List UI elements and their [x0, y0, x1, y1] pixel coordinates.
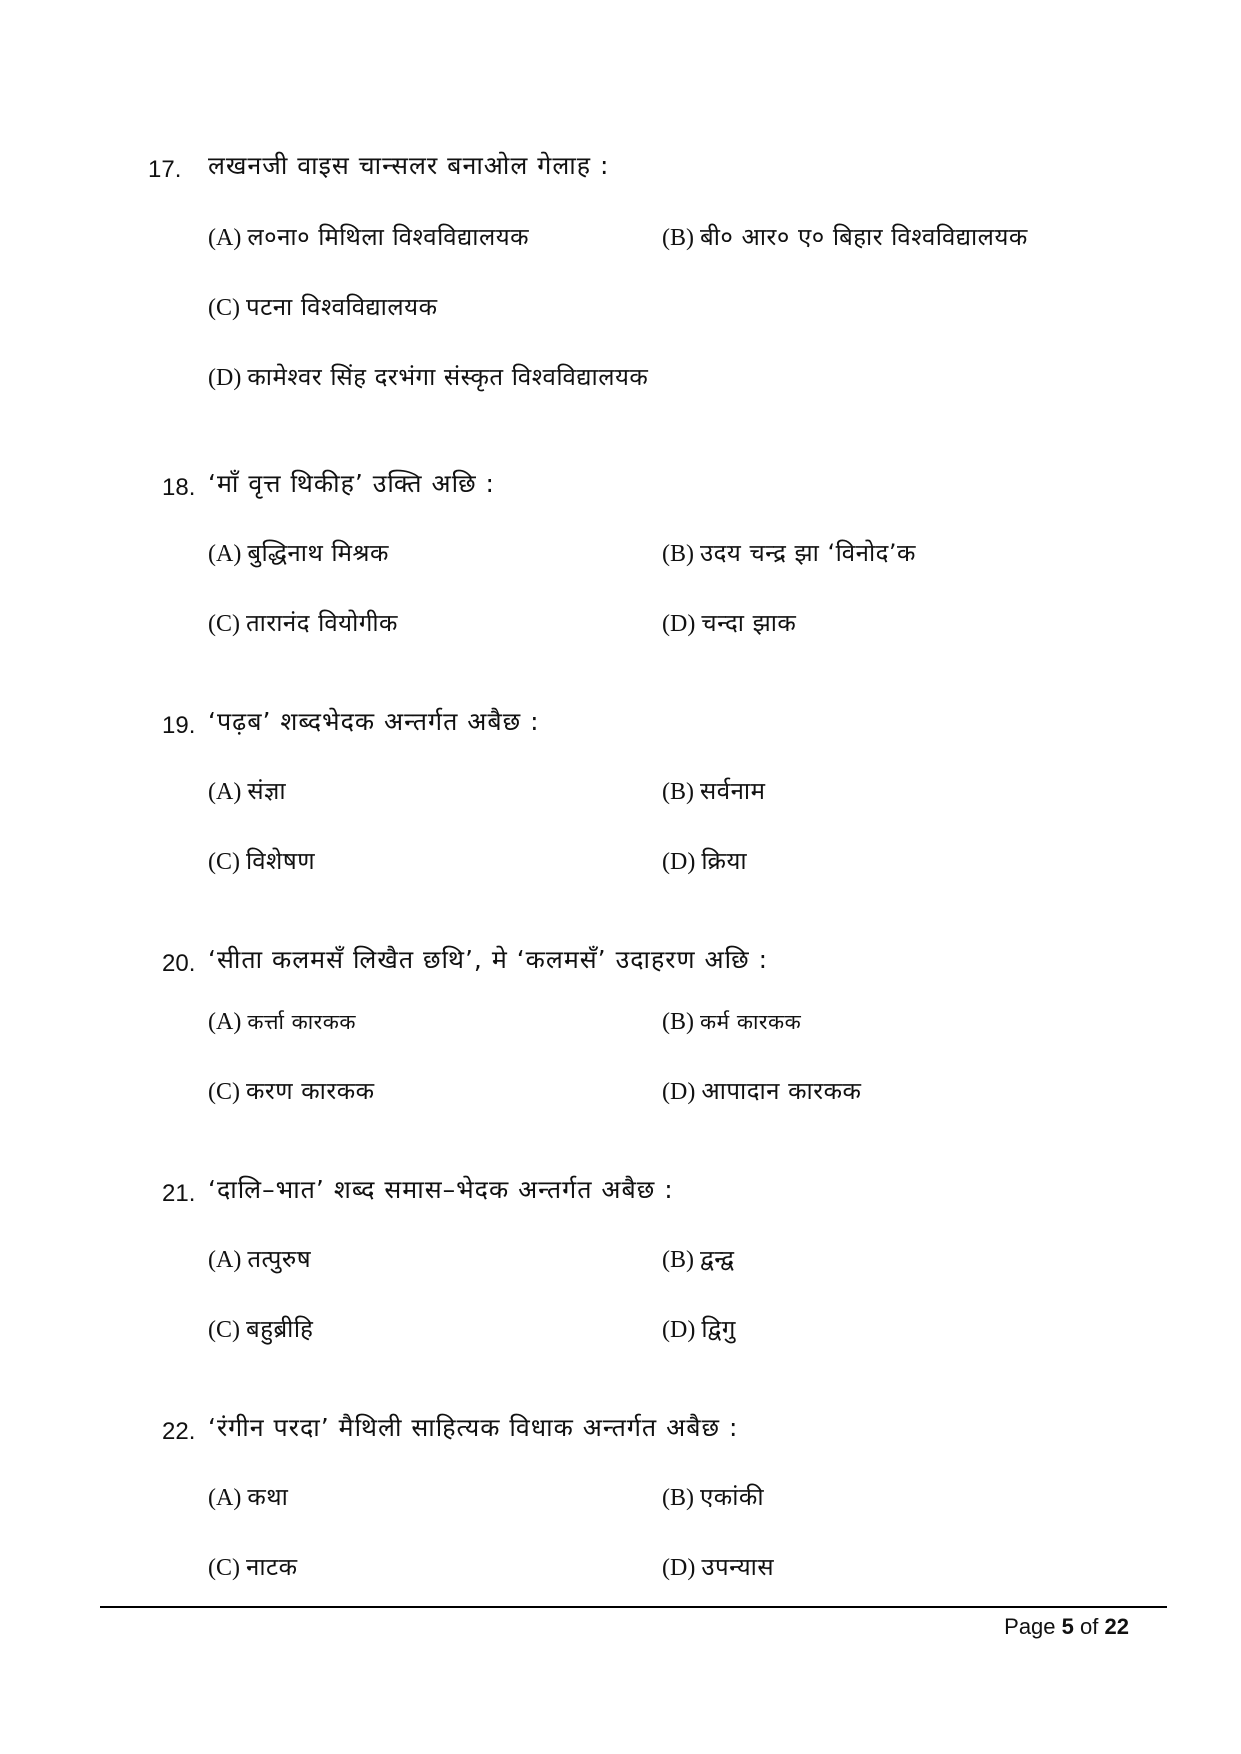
option-c [208, 1312, 313, 1345]
option-c [208, 606, 398, 639]
option-text: सर्वनाम [700, 777, 766, 805]
option-d [208, 360, 648, 393]
option-label: (C) [208, 1555, 240, 1581]
question-number: 21. [162, 1180, 196, 1207]
option-label: (D) [662, 1555, 696, 1581]
option-b [662, 536, 916, 569]
option-a [208, 220, 529, 253]
option-d [662, 1312, 736, 1345]
option-label: (D) [662, 1079, 696, 1105]
option-label: (D) [662, 1317, 696, 1343]
option-text: उपन्यास [701, 1553, 775, 1581]
option-text: विशेषण [246, 847, 316, 875]
option-label: (A) [208, 541, 242, 567]
option-c [208, 1074, 375, 1107]
page-number [1004, 1614, 1129, 1640]
option-label: (B) [662, 541, 694, 567]
option-label: (B) [662, 225, 694, 251]
footer-divider [100, 1606, 1167, 1608]
question-17 [0, 148, 1241, 228]
question-number: 22. [162, 1418, 196, 1445]
option-text: तारानंद वियोगीक [246, 609, 398, 637]
page-prefix: Page [1004, 1614, 1056, 1639]
page-current: 5 [1061, 1614, 1074, 1639]
option-d [662, 1074, 861, 1107]
option-text: द्विगु [701, 1315, 736, 1343]
option-text: आपादान कारकक [701, 1077, 862, 1105]
option-text: क्रिया [701, 847, 748, 875]
option-text: एकांकी [700, 1483, 765, 1511]
question-number: 19. [162, 712, 196, 739]
option-text: कथा [247, 1483, 289, 1511]
option-a [208, 1480, 288, 1513]
option-label: (D) [662, 611, 696, 637]
page-total: 22 [1104, 1614, 1129, 1639]
option-label: (B) [662, 1247, 694, 1273]
option-label: (D) [208, 365, 242, 391]
option-text: बुद्धिनाथ मिश्रक [247, 539, 389, 567]
option-label: (B) [662, 779, 694, 805]
option-text: कर्त्ता कारकक [247, 1010, 356, 1034]
question-21 [0, 1172, 1241, 1252]
option-a [208, 536, 389, 569]
option-b [662, 1480, 764, 1513]
option-a [208, 1242, 311, 1275]
option-b [662, 1242, 734, 1275]
question-text: ‘माँ वृत्त थिकीह’ उक्ति अछि : [208, 469, 495, 498]
option-label: (A) [208, 1485, 242, 1511]
option-text: करण कारकक [246, 1077, 375, 1105]
option-text: बहुब्रीहि [246, 1315, 314, 1343]
option-label: (A) [208, 1009, 242, 1035]
question-number: 17. [148, 156, 182, 183]
question-text: ‘दालि–भात’ शब्द समास–भेदक अन्तर्गत अबैछ : [208, 1175, 674, 1204]
option-label: (A) [208, 225, 242, 251]
option-text: उदय चन्द्र झा ‘विनोद’क [700, 539, 916, 567]
question-20 [0, 942, 1241, 1022]
question-22 [0, 1410, 1241, 1490]
option-d [662, 606, 796, 639]
option-text: ल०ना० मिथिला विश्वविद्यालयक [247, 223, 530, 251]
option-text: पटना विश्वविद्यालयक [246, 293, 438, 321]
option-a [208, 774, 286, 807]
option-label: (C) [208, 1079, 240, 1105]
option-label: (B) [662, 1485, 694, 1511]
option-label: (C) [208, 611, 240, 637]
option-text: नाटक [246, 1553, 298, 1581]
question-number: 20. [162, 950, 196, 977]
option-label: (B) [662, 1009, 694, 1035]
option-text: बी० आर० ए० बिहार विश्वविद्यालयक [700, 223, 1028, 251]
option-text: चन्दा झाक [701, 609, 797, 637]
question-text: लखनजी वाइस चान्सलर बनाओल गेलाह : [208, 151, 610, 180]
option-d [662, 1550, 774, 1583]
question-18 [0, 466, 1241, 546]
option-a [208, 1008, 356, 1036]
option-text: तत्पुरुष [247, 1245, 312, 1273]
option-b [662, 1008, 801, 1036]
question-text: ‘रंगीन परदा’ मैथिली साहित्यक विधाक अन्तर्गत अबैछ : [208, 1413, 739, 1442]
option-c [208, 844, 315, 877]
option-c [208, 290, 438, 323]
option-label: (C) [208, 295, 240, 321]
option-label: (D) [662, 849, 696, 875]
option-text: कामेश्वर सिंह दरभंगा संस्कृत विश्वविद्यालयक [247, 363, 649, 391]
option-text: द्वन्द्व [700, 1245, 735, 1273]
option-text: कर्म कारकक [700, 1010, 802, 1034]
question-number: 18. [162, 474, 196, 501]
question-19 [0, 704, 1241, 784]
option-d [662, 844, 747, 877]
option-b [662, 220, 1028, 253]
option-b [662, 774, 765, 807]
question-text: ‘सीता कलमसँ लिखैत छथि’, मे ‘कलमसँ’ उदाहरण अछि : [208, 945, 769, 974]
question-text: ‘पढ़ब’ शब्दभेदक अन्तर्गत अबैछ : [208, 707, 540, 736]
option-label: (A) [208, 1247, 242, 1273]
option-label: (C) [208, 1317, 240, 1343]
option-label: (C) [208, 849, 240, 875]
option-label: (A) [208, 779, 242, 805]
page-of: of [1080, 1614, 1099, 1639]
option-text: संज्ञा [247, 777, 287, 805]
option-c [208, 1550, 298, 1583]
